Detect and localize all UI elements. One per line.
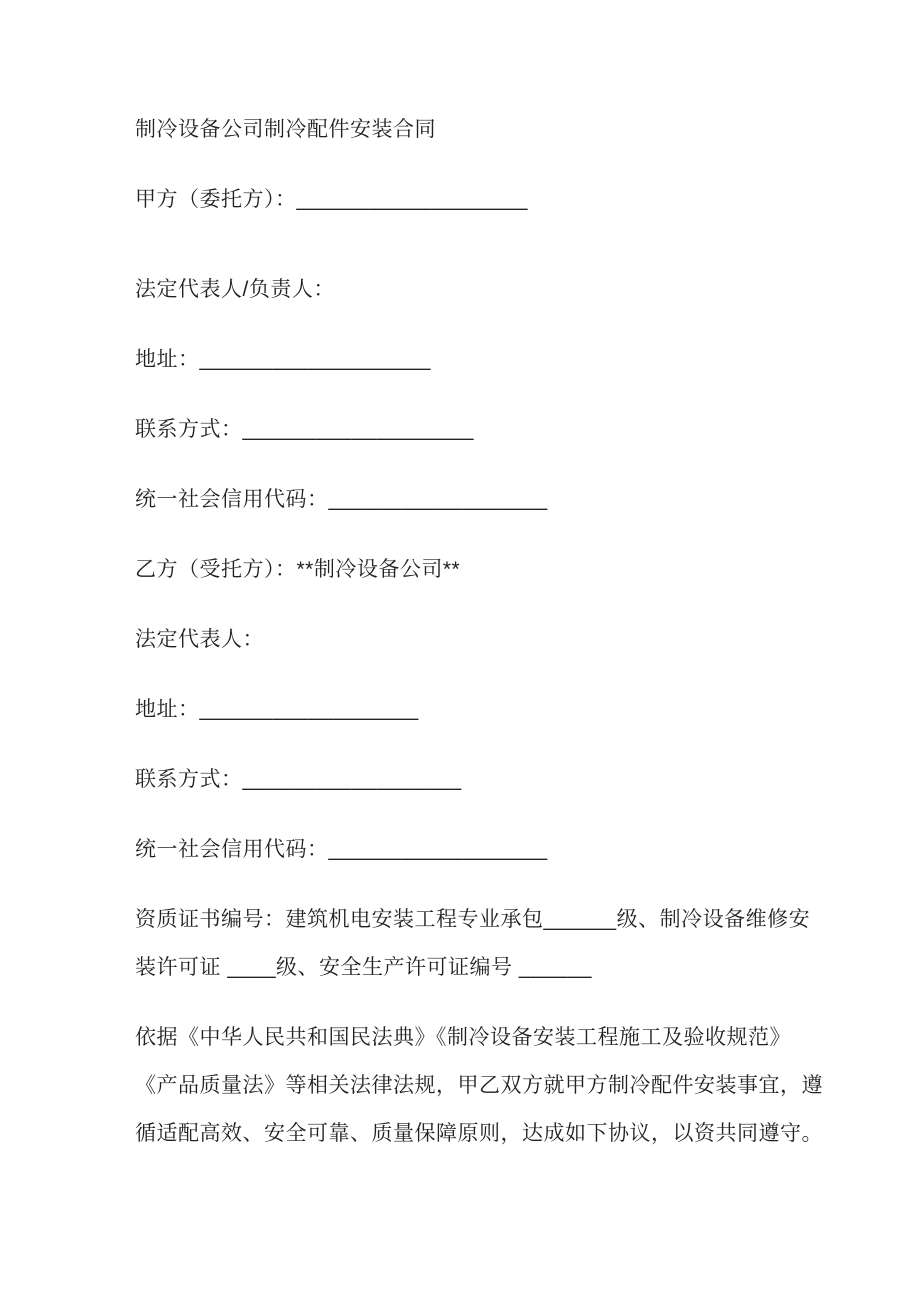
- text-line: 循适配高效、安全可靠、质量保障原则，达成如下协议，以资共同遵守。: [135, 1122, 823, 1145]
- text-line: 法定代表人：: [135, 628, 264, 651]
- paragraph: [135, 546, 795, 594]
- text-line: 联系方式：___________________: [135, 418, 474, 441]
- paragraph: [135, 826, 795, 874]
- text-line: 统一社会信用代码：__________________: [135, 488, 548, 511]
- paragraph: [135, 266, 795, 314]
- text-line: 联系方式：__________________: [135, 768, 462, 791]
- text-line: 地址：___________________: [135, 348, 431, 371]
- text-line: 《产品质量法》等相关法律法规，甲乙双方就甲方制冷配件安装事宜，遵: [135, 1074, 823, 1097]
- paragraph: [135, 686, 795, 734]
- contract-title: [135, 106, 795, 154]
- paragraph: [135, 476, 795, 524]
- contract-title-line: 制冷设备公司制冷配件安装合同: [135, 118, 436, 141]
- paragraph: [135, 616, 795, 664]
- paragraph: [135, 406, 795, 454]
- paragraph: [135, 896, 811, 992]
- text-line: 依据《中华人民共和国民法典》《制冷设备安装工程施工及验收规范》: [135, 1026, 791, 1049]
- paragraph: [135, 756, 795, 804]
- text-line: 甲方（委托方）：___________________: [135, 188, 528, 211]
- paragraph: [135, 336, 795, 384]
- text-line: 乙方（受托方）：**制冷设备公司**: [135, 558, 461, 581]
- text-line: 地址：__________________: [135, 698, 419, 721]
- document-body: [135, 106, 823, 1158]
- text-line: 统一社会信用代码：__________________: [135, 838, 548, 861]
- text-line: 法定代表人/负责人：: [135, 278, 335, 301]
- text-line: 资质证书编号：建筑机电安装工程专业承包______级、制冷设备维修安: [135, 908, 811, 931]
- paragraph: [135, 176, 795, 224]
- paragraph: [135, 1014, 823, 1158]
- text-line: 装许可证 ____级、安全生产许可证编号 ______: [135, 956, 592, 979]
